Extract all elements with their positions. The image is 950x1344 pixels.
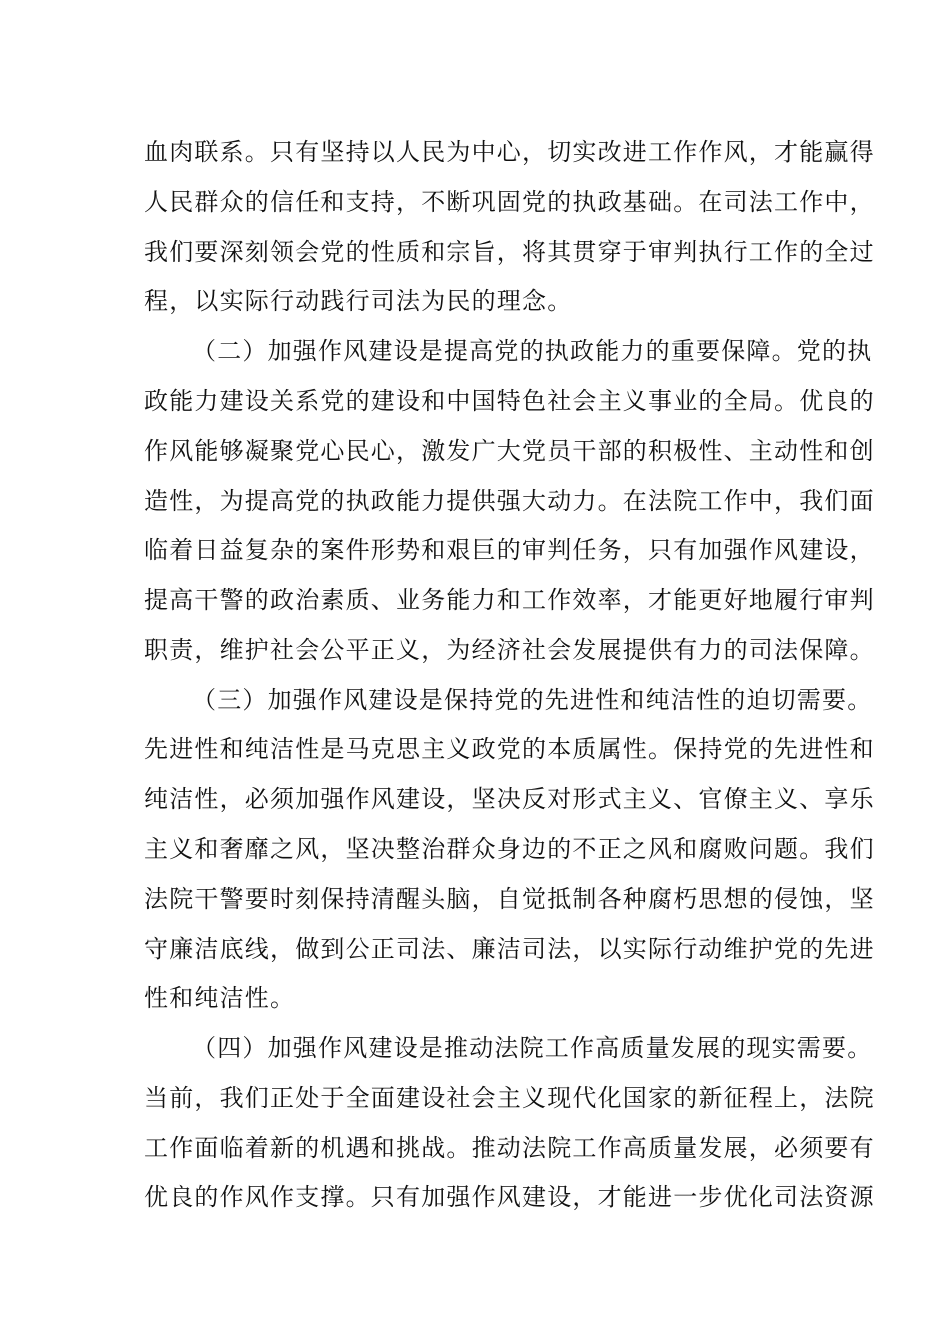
text-line: 工作面临着新的机遇和挑战。推动法院工作高质量发展，必须要有	[144, 1134, 875, 1162]
text-line: 临着日益复杂的案件形势和艰巨的审判任务，只有加强作风建设，	[144, 536, 875, 564]
text-line: 我们要深刻领会党的性质和宗旨，将其贯穿于审判执行工作的全过	[144, 238, 875, 266]
text-line: 性和纯洁性。	[144, 984, 296, 1012]
text-line: 提高干警的政治素质、业务能力和工作效率，才能更好地履行审判	[144, 586, 875, 614]
text-line: 作风能够凝聚党心民心，激发广大党员干部的积极性、主动性和创	[144, 437, 875, 465]
section-heading-line: （四）加强作风建设是推动法院工作高质量发展的现实需要。	[192, 1034, 873, 1062]
text-line: 纯洁性，必须加强作风建设，坚决反对形式主义、官僚主义、享乐	[144, 785, 875, 813]
text-line: 主义和奢靡之风，坚决整治群众身边的不正之风和腐败问题。我们	[144, 835, 875, 863]
section-heading-line: （三）加强作风建设是保持党的先进性和纯洁性的迫切需要。	[192, 686, 873, 714]
text-line: 法院干警要时刻保持清醒头脑，自觉抵制各种腐朽思想的侵蚀，坚	[144, 885, 875, 913]
text-line: 程，以实际行动践行司法为民的理念。	[144, 287, 573, 315]
text-line: 血肉联系。只有坚持以人民为中心，切实改进工作作风，才能赢得	[144, 138, 875, 166]
text-line: 政能力建设关系党的建设和中国特色社会主义事业的全局。优良的	[144, 387, 875, 415]
text-line: 职责，维护社会公平正义，为经济社会发展提供有力的司法保障。	[144, 636, 875, 664]
text-line: 人民群众的信任和支持，不断巩固党的执政基础。在司法工作中，	[144, 188, 875, 216]
text-line: 当前，我们正处于全面建设社会主义现代化国家的新征程上，法院	[144, 1084, 875, 1112]
text-line: 先进性和纯洁性是马克思主义政党的本质属性。保持党的先进性和	[144, 735, 875, 763]
text-line: 守廉洁底线，做到公正司法、廉洁司法，以实际行动维护党的先进	[144, 935, 875, 963]
section-heading-line: （二）加强作风建设是提高党的执政能力的重要保障。党的执	[192, 337, 873, 365]
text-line: 优良的作风作支撑。只有加强作风建设，才能进一步优化司法资源	[144, 1183, 875, 1211]
text-line: 造性，为提高党的执政能力提供强大动力。在法院工作中，我们面	[144, 487, 875, 515]
